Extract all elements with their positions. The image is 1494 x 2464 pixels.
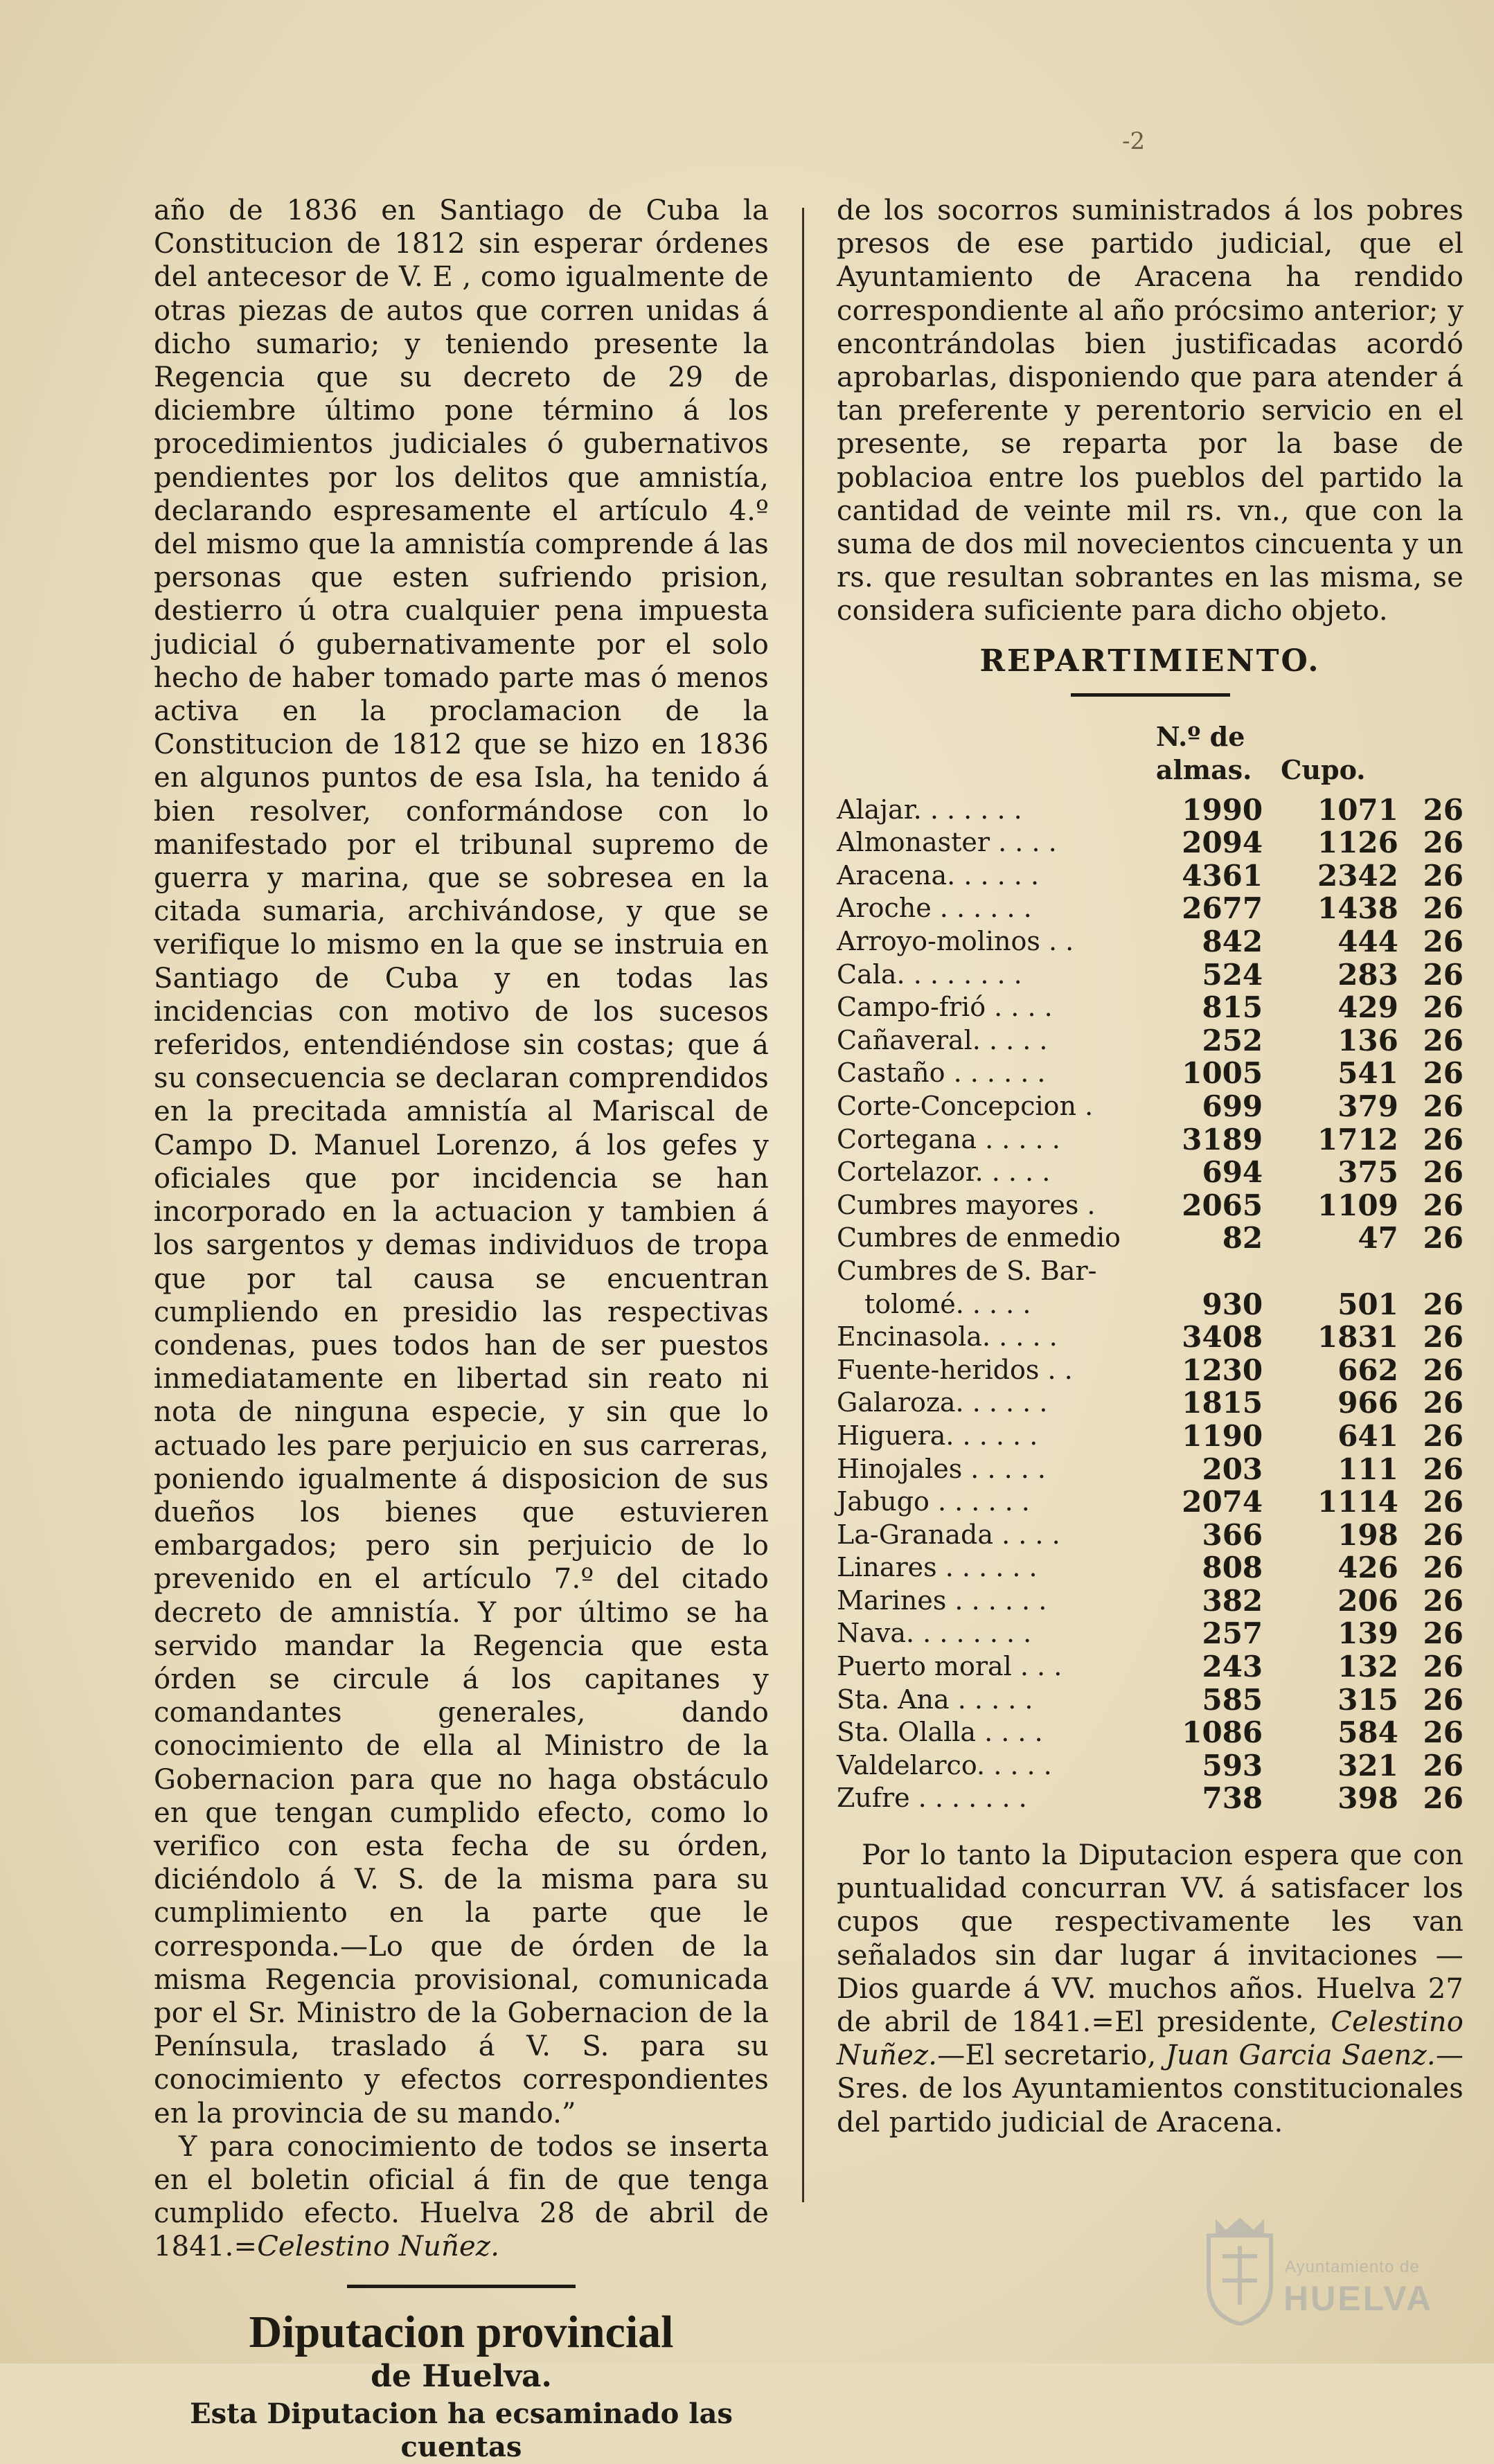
cupo-cell: 1126 (1317, 825, 1398, 860)
town-cell: Cala. . . . . . . . (837, 958, 1022, 990)
almas-cell: 4361 (1182, 858, 1263, 893)
cupo-fraction-cell (1405, 1255, 1464, 1288)
almas-cell: 1990 (1182, 792, 1263, 827)
table-row (837, 958, 1464, 992)
table-row (837, 826, 1464, 859)
section-divider (347, 2285, 576, 2288)
almas-cell: 930 (1202, 1287, 1263, 1321)
town-cell: Cortelazor. . . . . (837, 1157, 1051, 1188)
table-title-rule (1071, 693, 1230, 697)
table-row (837, 1288, 1464, 1321)
president-name: Celestino Nuñez. (837, 2006, 1464, 2072)
town-cell: Valdelarco. . . . . (837, 1749, 1052, 1780)
town-cell: Castaño . . . . . . (837, 1057, 1046, 1089)
town-cell: Almonaster . . . . (837, 827, 1057, 858)
cupo-fraction-cell: 26 (1423, 1517, 1464, 1552)
almas-cell: 524 (1202, 957, 1263, 992)
town-cell: Linares . . . . . . (837, 1552, 1038, 1583)
town-cell: Puerto moral . . . (837, 1651, 1062, 1682)
cupo-cell: 1109 (1317, 1188, 1398, 1222)
town-cell: Campo-frió . . . . (837, 992, 1053, 1023)
header-almas (1135, 720, 1267, 794)
town-cell: Sta. Olalla . . . . (837, 1717, 1043, 1748)
table-row (837, 1354, 1464, 1387)
almas-cell: 3408 (1182, 1320, 1263, 1355)
almas-cell: 1815 (1182, 1386, 1263, 1420)
town-cell: Higuera. . . . . . (837, 1420, 1038, 1451)
table-row (837, 1749, 1464, 1783)
town-cell: Galaroza. . . . . . (837, 1387, 1048, 1418)
almas-cell: 2065 (1182, 1188, 1263, 1222)
table-row (837, 1584, 1464, 1618)
almas-cell: 2677 (1182, 891, 1263, 926)
secretary-label: —El secretario, (937, 2039, 1157, 2072)
cupo-cell: 444 (1337, 925, 1398, 959)
town-cell: Zufre . . . . . . . (837, 1783, 1027, 1814)
cupo-cell: 641 (1337, 1418, 1398, 1453)
table-row (837, 1716, 1464, 1749)
almas-cell: 82 (1222, 1221, 1263, 1256)
table-row (837, 925, 1464, 958)
watermark-line1: Ayuntamiento de (1285, 2258, 1420, 2276)
almas-cell: 3189 (1182, 1122, 1263, 1157)
almas-cell: 738 (1202, 1781, 1263, 1816)
cupo-fraction-cell: 26 (1423, 1452, 1464, 1486)
cupo-cell: 111 (1337, 1452, 1398, 1486)
town-cell: Cumbres de S. Bar- (837, 1255, 1097, 1286)
almas-cell: 585 (1202, 1682, 1263, 1717)
table-row (837, 1519, 1464, 1552)
town-cell: Arroyo-molinos . . (837, 926, 1074, 957)
town-cell: Cortegana . . . . . (837, 1123, 1060, 1154)
almas-cell: 2094 (1182, 825, 1263, 860)
almas-cell: 1190 (1182, 1418, 1263, 1453)
cupo-fraction-cell: 26 (1423, 1188, 1464, 1222)
column-rule (802, 208, 804, 2202)
cupo-fraction-cell: 26 (1423, 1583, 1464, 1618)
cupo-fraction-cell: 26 (1423, 825, 1464, 860)
cupo-cell: 584 (1337, 1715, 1398, 1750)
cupo-fraction-cell: 26 (1423, 1122, 1464, 1157)
cupo-cell: 136 (1337, 1023, 1398, 1057)
cupo-fraction-cell: 26 (1423, 1715, 1464, 1750)
insert-notice-text: Y para conocimiento de todos se inserta en el boletin oficial á fin de que tenga cumplido efecto. Huelva 28 de abril de 1841.= (154, 2130, 769, 2263)
secretary-name: Juan Garcia Saenz. (1165, 2039, 1436, 2072)
cupo-cell: 398 (1337, 1781, 1398, 1816)
cupo-fraction-cell: 26 (1423, 858, 1464, 893)
section-title: Diputacion provincial (249, 2306, 674, 2357)
almas-cell: 1230 (1182, 1352, 1263, 1387)
header-town (837, 720, 1135, 794)
repartimiento-table (837, 720, 1464, 1815)
cupo-fraction-cell: 26 (1423, 1386, 1464, 1420)
header-cupo: Cupo. (1281, 753, 1366, 785)
cupo-cell: 662 (1337, 1352, 1398, 1387)
table-row (837, 1650, 1464, 1684)
town-cell: Corte-Concepcion . (837, 1090, 1094, 1121)
cupo-fraction-cell: 26 (1423, 1682, 1464, 1717)
table-row (837, 1156, 1464, 1189)
header-almas-line2: almas. (1155, 753, 1252, 785)
cupo-cell: 1831 (1317, 1320, 1398, 1355)
town-cell: Nava. . . . . . . . (837, 1618, 1032, 1649)
cupo-cell: 501 (1337, 1287, 1398, 1321)
almas-cell: 243 (1202, 1650, 1263, 1684)
town-cell: Fuente-heridos . . (837, 1354, 1073, 1385)
cupo-fraction-cell: 26 (1423, 1320, 1464, 1355)
town-cell: Cañaveral. . . . . (837, 1024, 1048, 1055)
table-row (837, 1617, 1464, 1650)
town-continuation: tolomé. . . . . (864, 1288, 1031, 1319)
cupo-fraction-cell: 26 (1423, 1781, 1464, 1816)
section-lead: Esta Diputacion ha ecsaminado las cuentas (190, 2397, 733, 2463)
table-row (837, 991, 1464, 1024)
cupo-fraction-cell: 26 (1423, 891, 1464, 926)
cupo-fraction-cell: 26 (1423, 1221, 1464, 1256)
cupo-cell: 315 (1337, 1682, 1398, 1717)
table-row (837, 892, 1464, 925)
cupo-cell: 2342 (1317, 858, 1398, 893)
almas-cell (1135, 1255, 1267, 1288)
almas-cell: 593 (1202, 1748, 1263, 1783)
almas-cell: 1086 (1182, 1715, 1263, 1750)
almas-cell: 382 (1202, 1583, 1263, 1618)
cupo-fraction-cell: 26 (1423, 1155, 1464, 1190)
table-row (837, 1024, 1464, 1057)
cupo-fraction-cell: 26 (1423, 1056, 1464, 1091)
town-cell: Marines . . . . . . (837, 1584, 1047, 1616)
almas-cell: 815 (1202, 990, 1263, 1025)
almas-cell: 699 (1202, 1089, 1263, 1123)
table-row (837, 859, 1464, 893)
page-mark: -2 (1122, 127, 1146, 155)
cupo-fraction-cell: 26 (1423, 1287, 1464, 1321)
closing-paragraph (837, 1839, 1464, 2139)
town-cell: Encinasola. . . . . (837, 1321, 1058, 1352)
town-cell: La-Granada . . . . (837, 1519, 1060, 1550)
almas-cell: 252 (1202, 1023, 1263, 1057)
coat-of-arms-icon (1202, 2215, 1278, 2325)
town-cell: Alajar. . . . . . . (837, 794, 1022, 825)
cupo-fraction-cell: 26 (1423, 1748, 1464, 1783)
almas-cell: 1005 (1182, 1056, 1263, 1091)
almas-cell: 694 (1202, 1155, 1263, 1190)
table-row (837, 1386, 1464, 1420)
cupo-fraction-cell: 26 (1423, 957, 1464, 992)
town-cell (837, 1288, 1135, 1321)
town-cell: Sta. Ana . . . . . (837, 1684, 1033, 1715)
table-row (837, 1090, 1464, 1123)
table-row (837, 1684, 1464, 1717)
cupo-cell: 47 (1358, 1221, 1398, 1256)
table-title: REPARTIMIENTO. (979, 643, 1321, 679)
cupo-fraction-cell: 26 (1423, 1616, 1464, 1651)
table-header-row (837, 720, 1464, 794)
almas-cell: 808 (1202, 1551, 1263, 1585)
town-cell: Aroche . . . . . . (837, 893, 1032, 924)
almas-cell: 203 (1202, 1452, 1263, 1486)
table-row (837, 1321, 1464, 1354)
table-row (837, 1222, 1464, 1255)
table-row (837, 1551, 1464, 1584)
table-row (837, 794, 1464, 827)
cupo-cell: 1071 (1317, 792, 1398, 827)
cupo-cell: 1114 (1317, 1485, 1398, 1519)
left-paragraph-1: año de 1836 en Santiago de Cuba la Constitucion de 1812 sin esperar órdenes del antecesor de V. E , como igualmente de otras piezas de autos que corren unidas á dicho sumario; y teniendo presente la Regencia que su decreto de 29 de diciembre último pone término á los procedimientos judiciales ó gubernativos pendientes por los delitos que amnistía, declarando espresamente el artículo 4.º del mismo que la amnistía comprende á las personas que esten sufriendo prision, destierro ú otra cualquier pena impuesta judicial ó gubernativamente por el solo hecho de haber tomado parte mas ó menos activa en la proclamacion de la Constitucion de 1812 que se hizo en 1836 en algunos puntos de esa Isla, ha tenido á bien resolver, conformándose con lo manifestado por el tribunal supremo de guerra y marina, que se sobresea en la citada sumaria, archivándose, y que se verifique lo mismo en la que se instruia en Santiago de Cuba y en todas las incidencias con motivo de los sucesos referidos, entendiéndose sin costas; que á su consecuencia se declaran comprendidos en la precitada amnistía al Mariscal de Campo D. Manuel Lorenzo, á los gefes y oficiales que por incidencia se han incorporado en la actuacion y tambien á los sargentos y demas individuos de tropa que por tal causa se encuentran cumpliendo en presidio las respectivas condenas, pues todos han de ser puestos inmediatamente en libertad sin reato ni nota de ninguna especie, y sin que lo actuado les pare perjuicio en sus carreras, poniendo igualmente á disposicion de sus dueños los bienes que estuvieren embargados; pero sin perjuicio de lo prevenido en el artículo 7.º del citado decreto de amnistía. Y por último se ha servido mandar la Regencia que esta órden se circule á los capitanes y comandantes generales, dando conocimiento de ella al Ministro de la Gobernacion para que no haga obstáculo en que tengan cumplido efecto, como lo verifico con esta fecha de su órden, diciéndolo á V. S. de la misma para su cumplimiento en la parte que le corresponda.—Lo que de órden de la misma Regencia provisional, comunicada por el Sr. Ministro de la Gobernacion de la Península, traslado á V. S. para su conocimiento y efectos correspondientes en la provincia de su mando.” (154, 195, 769, 2130)
table-body (837, 794, 1464, 1815)
closing-text: Por lo tanto la Diputacion espera que con puntualidad concurran VV. á satisfacer los cupos que respectivamente les van señalados sin dar lugar á invitaciones —Dios guarde á VV. muchos años. Huelva 27 de abril de 1841.=El presidente, (837, 1839, 1464, 2039)
cupo-cell (1267, 1255, 1405, 1288)
table-row (837, 1057, 1464, 1090)
cupo-fraction-cell: 26 (1423, 1485, 1464, 1519)
cupo-fraction-cell: 26 (1423, 1418, 1464, 1453)
town-cell: Cumbres de enmedio (837, 1222, 1121, 1253)
almas-cell: 257 (1202, 1616, 1263, 1651)
town-cell: Jabugo . . . . . . (837, 1486, 1030, 1517)
table-row (837, 1782, 1464, 1815)
cupo-cell: 541 (1337, 1056, 1398, 1091)
section-subtitle: de Huelva. (371, 2358, 552, 2394)
town-cell: Aracena. . . . . . (837, 859, 1040, 891)
cupo-fraction-cell: 26 (1423, 1551, 1464, 1585)
cupo-fraction-cell: 26 (1423, 1023, 1464, 1057)
town-cell: Cumbres mayores . (837, 1189, 1096, 1220)
cupo-fraction-cell: 26 (1423, 1089, 1464, 1123)
table-row (837, 1189, 1464, 1222)
almas-cell: 842 (1202, 925, 1263, 959)
closing-tail: —Sres. de los Ayuntamientos constitucionales del partido judicial de Aracena. (837, 2039, 1464, 2139)
watermark-line2: HUELVA (1283, 2279, 1434, 2318)
cupo-cell: 1438 (1317, 891, 1398, 926)
cupo-fraction-cell: 26 (1423, 925, 1464, 959)
table-row (837, 1485, 1464, 1519)
cupo-cell: 379 (1337, 1089, 1398, 1123)
table-row (837, 1255, 1464, 1288)
cupo-cell: 375 (1337, 1155, 1398, 1190)
almas-cell: 2074 (1182, 1485, 1263, 1519)
cupo-cell: 429 (1337, 990, 1398, 1025)
cupo-fraction-cell: 26 (1423, 1650, 1464, 1684)
cupo-cell: 426 (1337, 1551, 1398, 1585)
town-cell: Hinojales . . . . . (837, 1453, 1047, 1484)
left-column (154, 194, 769, 2464)
cupo-cell: 321 (1337, 1748, 1398, 1783)
cupo-cell: 206 (1337, 1583, 1398, 1618)
almas-cell: 366 (1202, 1517, 1263, 1552)
table-row (837, 1453, 1464, 1486)
cupo-cell: 1712 (1317, 1122, 1398, 1157)
header-almas-line1: N.º de (1155, 720, 1245, 752)
cupo-fraction-cell: 26 (1423, 1352, 1464, 1387)
cupo-cell: 966 (1337, 1386, 1398, 1420)
ayuntamiento-watermark (1202, 2215, 1437, 2332)
signature-celestino: Celestino Nuñez. (257, 2231, 500, 2263)
cupo-cell: 283 (1337, 957, 1398, 992)
cupo-cell: 139 (1337, 1616, 1398, 1651)
right-column (837, 194, 1464, 2139)
right-intro-paragraph: de los socorros suministrados á los pobres presos de ese partido judicial, que el Ayuntamiento de Aracena ha rendido correspondiente al año prócsimo anterior; y encontrándolas bien justificadas acordó aprobarlas, disponiendo que para atender á tan preferente y perentorio servicio en el presente, se reparta por la base de poblacioa entre los pueblos del partido la cantidad de veinte mil rs. vn., que con la suma de dos mil novecientos cincuenta y un rs. que resultan sobrantes en las misma, se considera suficiente para dicho objeto. (837, 195, 1464, 627)
cupo-fraction-cell: 26 (1423, 792, 1464, 827)
left-paragraph-2 (154, 2130, 769, 2264)
table-row (837, 1123, 1464, 1157)
table-row (837, 1420, 1464, 1453)
cupo-cell: 198 (1337, 1517, 1398, 1552)
cupo-cell: 132 (1337, 1650, 1398, 1684)
cupo-fraction-cell: 26 (1423, 990, 1464, 1025)
